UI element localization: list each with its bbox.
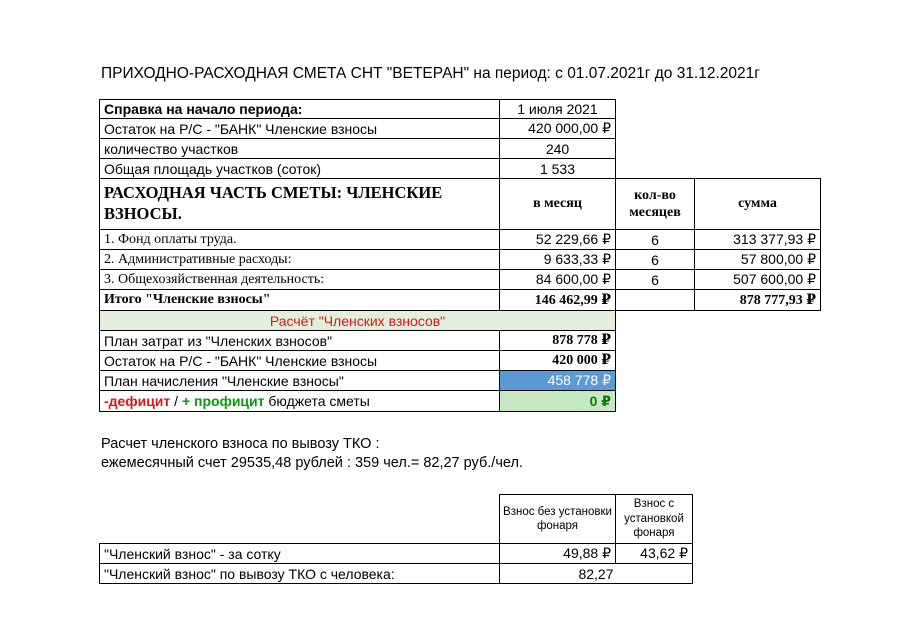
expense-row-label: 3. Общехозяйственная деятельность: bbox=[99, 269, 500, 290]
expense-row-count: 6 bbox=[615, 269, 695, 290]
separator: / bbox=[170, 393, 182, 409]
expense-total-sum: 878 777,93 ₽ bbox=[694, 289, 821, 311]
page-title: ПРИХОДНО-РАСХОДНАЯ СМЕТА СНТ "ВЕТЕРАН" на период: с 01.07.2021г до 31.12.2021г bbox=[101, 65, 760, 82]
calc-header: Расчёт "Членских взносов" bbox=[99, 310, 616, 331]
calc-balance-value: 420 000 ₽ bbox=[499, 350, 616, 371]
expense-total-label: Итого "Членские взносы" bbox=[99, 289, 500, 311]
calc-accrual-value: 458 778 ₽ bbox=[499, 370, 616, 391]
expense-row-sum: 57 800,00 ₽ bbox=[694, 249, 821, 270]
info-area-label: Общая площадь участков (соток) bbox=[99, 158, 500, 179]
info-area-value: 1 533 bbox=[499, 158, 616, 179]
info-header-label: Справка на начало периода: bbox=[99, 99, 500, 119]
fee-col-with-lamp: Взнос с установкой фонаря bbox=[615, 494, 693, 544]
expense-col-count: кол-во месяцев bbox=[615, 178, 695, 230]
expense-row-label: 1. Фонд оплаты труда. bbox=[99, 229, 500, 250]
deficit-label: -дефицит bbox=[104, 393, 171, 409]
fee-row-label: "Членский взнос" - за сотку bbox=[99, 543, 500, 564]
expense-total-month: 146 462,99 ₽ bbox=[499, 289, 616, 311]
expense-row-month: 84 600,00 ₽ bbox=[499, 269, 616, 290]
calc-balance-status-value: 0 ₽ bbox=[499, 390, 616, 412]
expense-row-month: 9 633,33 ₽ bbox=[499, 249, 616, 270]
fee-row-label: "Членский взнос" по вывозу ТКО с человека: bbox=[99, 563, 500, 584]
expense-row-count: 6 bbox=[615, 249, 695, 270]
budget-label: бюджета сметы bbox=[264, 393, 370, 409]
expense-section-title: РАСХОДНАЯ ЧАСТЬ СМЕТЫ: ЧЛЕНСКИЕ ВЗНОСЫ. bbox=[99, 178, 500, 230]
fee-row-tko-value: 82,27 bbox=[499, 563, 693, 584]
expense-row-label: 2. Административные расходы: bbox=[99, 249, 500, 270]
calc-balance-status-label bbox=[99, 390, 500, 412]
calc-accrual-label: План начисления "Членские взносы" bbox=[99, 370, 500, 391]
expense-row-month: 52 229,66 ₽ bbox=[499, 229, 616, 250]
info-balance-label: Остаток на Р/С - "БАНК" Членские взносы bbox=[99, 118, 500, 139]
expense-col-month: в месяц bbox=[499, 178, 616, 230]
fee-row-with-lamp: 43,62 ₽ bbox=[615, 543, 693, 564]
expense-row-sum: 313 377,93 ₽ bbox=[694, 229, 821, 250]
expense-total-count bbox=[615, 289, 695, 311]
tko-note-line1: Расчет членского взноса по вывозу ТКО : bbox=[101, 436, 380, 452]
tko-note-line2: ежемесячный счет 29535,48 рублей : 359 чел.= 82,27 руб./чел. bbox=[101, 455, 523, 471]
calc-plan-costs-label: План затрат из "Членских взносов" bbox=[99, 330, 500, 351]
expense-row-sum: 507 600,00 ₽ bbox=[694, 269, 821, 290]
calc-balance-label: Остаток на Р/С - "БАНК" Членские взносы bbox=[99, 350, 500, 371]
info-header-date: 1 июля 2021 bbox=[499, 99, 616, 119]
expense-row-count: 6 bbox=[615, 229, 695, 250]
expense-col-sum: сумма bbox=[694, 178, 821, 230]
info-plots-value: 240 bbox=[499, 138, 616, 159]
surplus-label: + профицит bbox=[181, 393, 265, 409]
fee-col-no-lamp: Взнос без установки фонаря bbox=[499, 494, 616, 544]
info-balance-value: 420 000,00 ₽ bbox=[499, 118, 616, 139]
info-plots-label: количество участков bbox=[99, 138, 500, 159]
fee-row-no-lamp: 49,88 ₽ bbox=[499, 543, 616, 564]
calc-plan-costs-value: 878 778 ₽ bbox=[499, 330, 616, 351]
